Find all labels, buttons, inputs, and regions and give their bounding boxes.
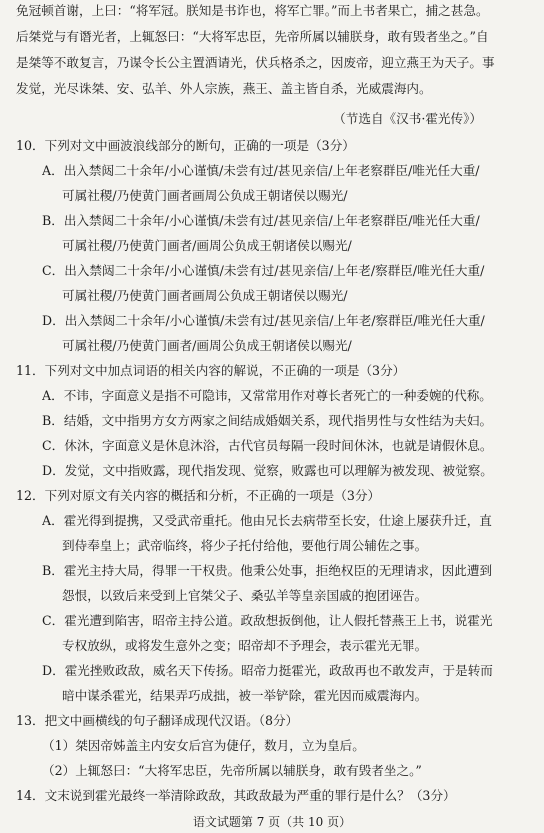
option-c: C．出入禁闼二十余年/小心谨慎/未尝有过/甚见亲信/上年老/察群臣/唯光任大重/ <box>42 263 485 278</box>
sentence-1: （1）桀因帝姊盖主内安女后宫为倢仔，数月，立为皇后。 <box>42 738 365 753</box>
option-a: A．不讳，字面意义是指不可隐讳，又常常用作对尊长者死亡的一种委婉的代称。 <box>42 388 492 403</box>
passage-line: 后桀党与有谮光者，上辄怒曰：“大将军忠臣，先帝所属以辅朕身，敢有毁者坐之。”自 <box>16 29 489 44</box>
option-c: C．霍光遭到陷害，昭帝主持公道。政敌想扳倒他，让人假托替燕王上书，说霍光 <box>42 613 493 628</box>
passage-line: 免冠顿首谢，上曰：“将军冠。朕知是书诈也，将军亡罪。”而上书者果亡，捕之甚急。 <box>16 3 489 18</box>
sentence-2: （2）上辄怒曰：“大将军忠臣，先帝所属以辅朕身，敢有毁者坐之。” <box>42 763 422 778</box>
option-c-cont: 专权放纵，或将发生意外之变；昭帝却不予理会，表示霍光无罪。 <box>62 638 428 653</box>
option-a: A．出入禁闼二十余年/小心谨慎/未尝有过/甚见亲信/上年老察群臣/唯光任大重/ <box>42 163 480 178</box>
option-d: D．霍光挫败政敌，威名天下传扬。昭帝力挺霍光，政敌再也不敢发声，于是转而 <box>42 663 493 678</box>
question-stem: 11．下列对文中加点词语的相关内容的解说，不正确的一项是（3分） <box>16 363 406 378</box>
option-a-cont: 到侍奉皇上；武帝临终，将少子托付给他，要他行周公辅佐之事。 <box>62 538 428 553</box>
option-d-cont: 可属社稷/乃使黄门画者/画周公负成王朝诸侯以赐光/ <box>62 338 352 353</box>
option-c-cont: 可属社稷/乃使黄门画者画周公负成王朝诸侯以赐光/ <box>62 288 348 303</box>
passage-line: 是桀等不敢复言，乃谋令长公主置酒请光，伏兵格杀之，因废帝，迎立燕王为天子。事 <box>16 55 495 70</box>
passage-source: （节选自《汉书·霍光传》） <box>333 111 482 126</box>
question-stem: 13．把文中画横线的句子翻译成现代汉语。（8分） <box>16 713 299 728</box>
option-b: B．出入禁闼二十余年/小心谨慎/未尝有过/甚见亲信/上年老察群臣/唯光任大重/ <box>42 213 480 228</box>
page-footer: 语文试题第 7 页（共 10 页） <box>192 815 352 829</box>
option-b-cont: 怨恨，以致后来受到上官桀父子、桑弘羊等皇亲国戚的抱团诬告。 <box>62 588 428 603</box>
question-stem: 12．下列对原文有关内容的概括和分析，不正确的一项是（3分） <box>16 488 381 503</box>
passage-line: 发觉，光尽诛桀、安、弘羊、外人宗族，燕王、盖主皆自杀，光威震海内。 <box>16 81 432 96</box>
option-b: B．结婚，文中指男方女方两家之间结成婚姻关系，现代指男性与女性结为夫妇。 <box>42 413 493 428</box>
option-a: A．霍光得到提携，又受武帝重托。他由兄长去病带至长安，仕途上屡获升迁，直 <box>42 513 492 528</box>
option-c: C．休沐，字面意义是休息沐浴，古代官员每隔一段时间休沐，也就是请假休息。 <box>42 438 493 453</box>
option-b: B．霍光主持大局，得罪一干权贵。他秉公处事，拒绝权臣的无理请求，因此遭到 <box>42 563 493 578</box>
option-a-cont: 可属社稷/乃使黄门画者画周公负成王朝诸侯以赐光/ <box>62 188 348 203</box>
question-stem: 10．下列对文中画波浪线部分的断句，正确的一项是（3分） <box>16 138 355 153</box>
option-d-cont: 暗中谋杀霍光，结果弄巧成拙，被一举铲除，霍光因而威震海内。 <box>62 688 428 703</box>
option-b-cont: 可属社稷/乃使黄门画者/画周公负成王朝诸侯以赐光/ <box>62 238 352 253</box>
option-d: D．出入禁闼二十余年/小心谨慎/未尝有过/甚见亲信/上年老/察群臣/唯光任大重/ <box>42 313 485 328</box>
question-stem: 14．文末说到霍光最终一举清除政敌，其政敌最为严重的罪行是什么？（3分） <box>16 788 456 803</box>
option-d: D．发觉，文中指败露，现代指发现、觉察，败露也可以理解为被发现、被觉察。 <box>42 463 493 478</box>
